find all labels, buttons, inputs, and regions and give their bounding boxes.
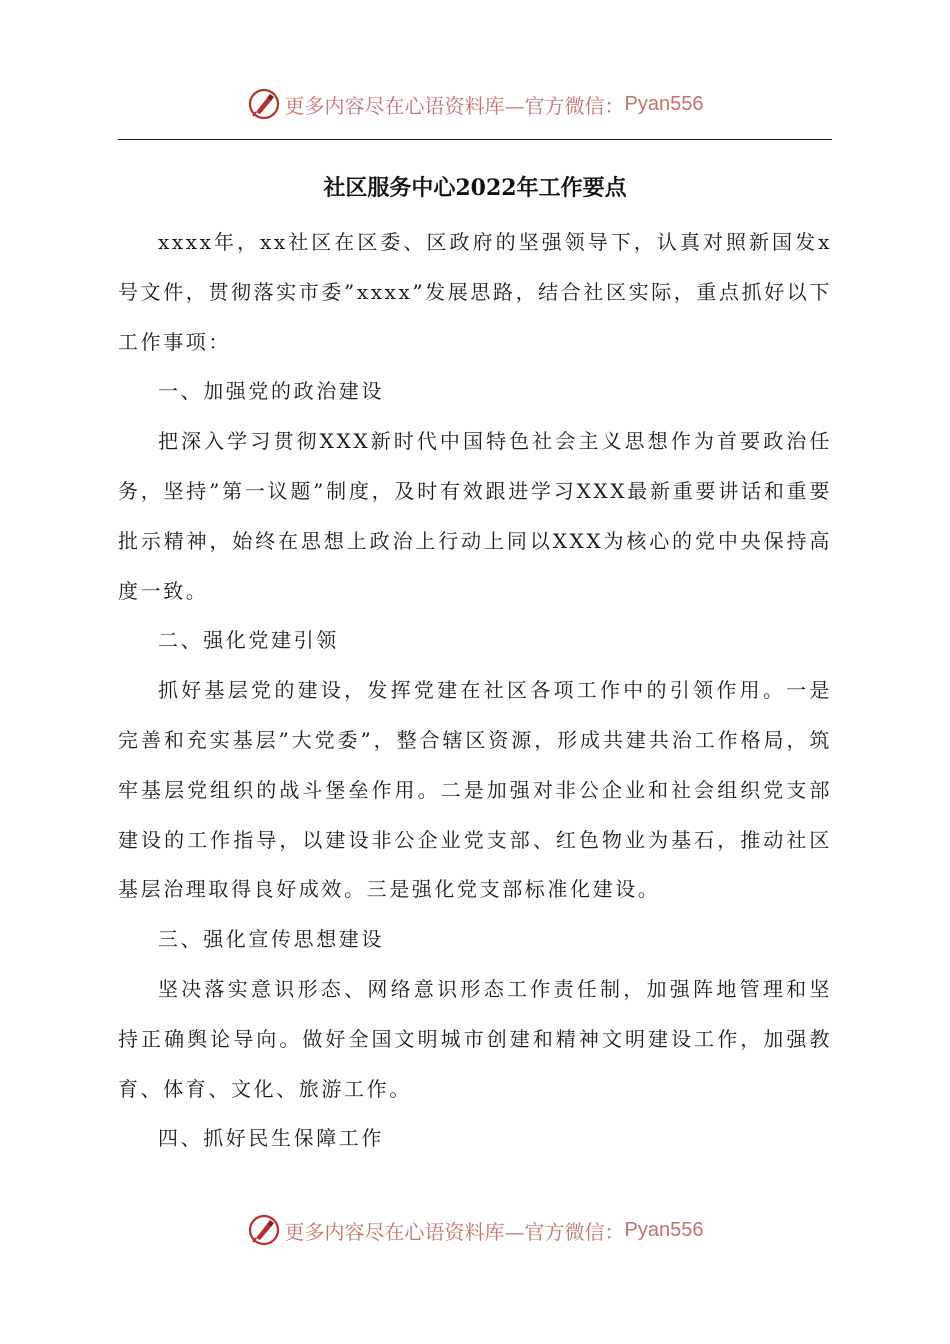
section-heading: 三、强化宣传思想建设: [158, 927, 384, 952]
section-heading: 二、强化党建引领: [158, 628, 339, 653]
section-paragraph: 把深入学习贯彻XXX新时代中国特色社会主义思想作为首要政治任务，坚持”第一议题”制度，及时有效跟进学习XXX最新重要讲话和重要批示精神，始终在思想上政治上行动上同以XXX为核心的党中央保持高度一致。: [118, 429, 832, 603]
section-heading: 四、抓好民生保障工作: [158, 1126, 384, 1151]
footer-watermark-account: Pyan556: [624, 1218, 704, 1241]
pen-nib-circle-icon: [247, 87, 281, 121]
section-heading: 一、加强党的政治建设: [158, 379, 384, 404]
header-watermark-account: Pyan556: [624, 92, 704, 115]
header-watermark-text: 更多内容尽在心语资料库—官方微信：: [284, 93, 625, 118]
intro-paragraph: xxxx年，xx社区在区委、区政府的坚强领导下，认真对照新国发x号文件，贯彻落实市委”xxxx”发展思路，结合社区实际，重点抓好以下工作事项：: [118, 230, 832, 354]
section-paragraph: 坚决落实意识形态、网络意识形态工作责任制，加强阵地管理和坚持正确舆论导向。做好全国文明城市创建和精神文明建设工作，加强教育、体育、文化、旅游工作。: [118, 976, 832, 1101]
document-body: [118, 218, 832, 1164]
header-divider: [118, 139, 832, 140]
header-watermark-banner: [0, 82, 950, 126]
pen-nib-circle-icon: [247, 1213, 281, 1247]
footer-watermark-text: 更多内容尽在心语资料库—官方微信：: [284, 1219, 625, 1244]
document-title: 社区服务中心2022年工作要点: [323, 175, 627, 201]
footer-watermark-banner: [0, 1208, 950, 1252]
section-paragraph: 抓好基层党的建设，发挥党建在社区各项工作中的引领作用。一是完善和充实基层”大党委”，整合辖区资源，形成共建共治工作格局，筑牢基层党组织的战斗堡垒作用。二是加强对非公企业和社会组织党支部建设的工作指导，以建设非公企业党支部、红色物业为基石，推动社区基层治理取得良好成效。三是强化党支部标准化建设。: [118, 678, 832, 902]
